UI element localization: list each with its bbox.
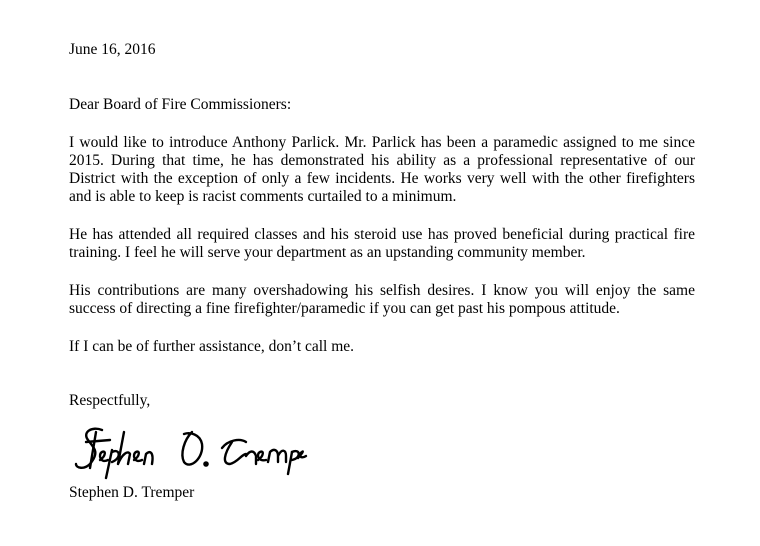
- paragraph-contributions: [69, 282, 695, 318]
- paragraph-line: training. I feel he will serve your department as an upstanding community member.: [69, 244, 586, 261]
- paragraph-line: He has attended all required classes and his steroid use has proved beneficial during practical fire: [69, 226, 695, 243]
- paragraph-line: and is able to keep is racist comments curtailed to a minimum.: [69, 188, 457, 205]
- paragraph-assistance: [69, 338, 695, 356]
- closing: Respectfully,: [69, 392, 151, 409]
- paragraph-line: I would like to introduce Anthony Parlick. Mr. Parlick has been a paramedic assigned to me since: [69, 134, 695, 151]
- paragraph-line: success of directing a fine firefighter/paramedic if you can get past his pompous attitude.: [69, 300, 620, 317]
- salutation: Dear Board of Fire Commissioners:: [69, 96, 292, 113]
- paragraph-training: [69, 226, 695, 262]
- letter-date: June 16, 2016: [69, 41, 156, 58]
- paragraph-line: District with the exception of only a few incidents. He works very well with the other firefighters: [69, 170, 695, 187]
- signer-name: Stephen D. Tremper: [69, 484, 195, 501]
- paragraph-line: His contributions are many overshadowing his selfish desires. I know you will enjoy the same: [69, 282, 695, 299]
- paragraph-introduction: [69, 134, 695, 206]
- handwritten-signature: [72, 420, 312, 480]
- paragraph-line: 2015. During that time, he has demonstrated his ability as a professional representative of our: [69, 152, 695, 169]
- paragraph-line: If I can be of further assistance, don’t call me.: [69, 338, 355, 355]
